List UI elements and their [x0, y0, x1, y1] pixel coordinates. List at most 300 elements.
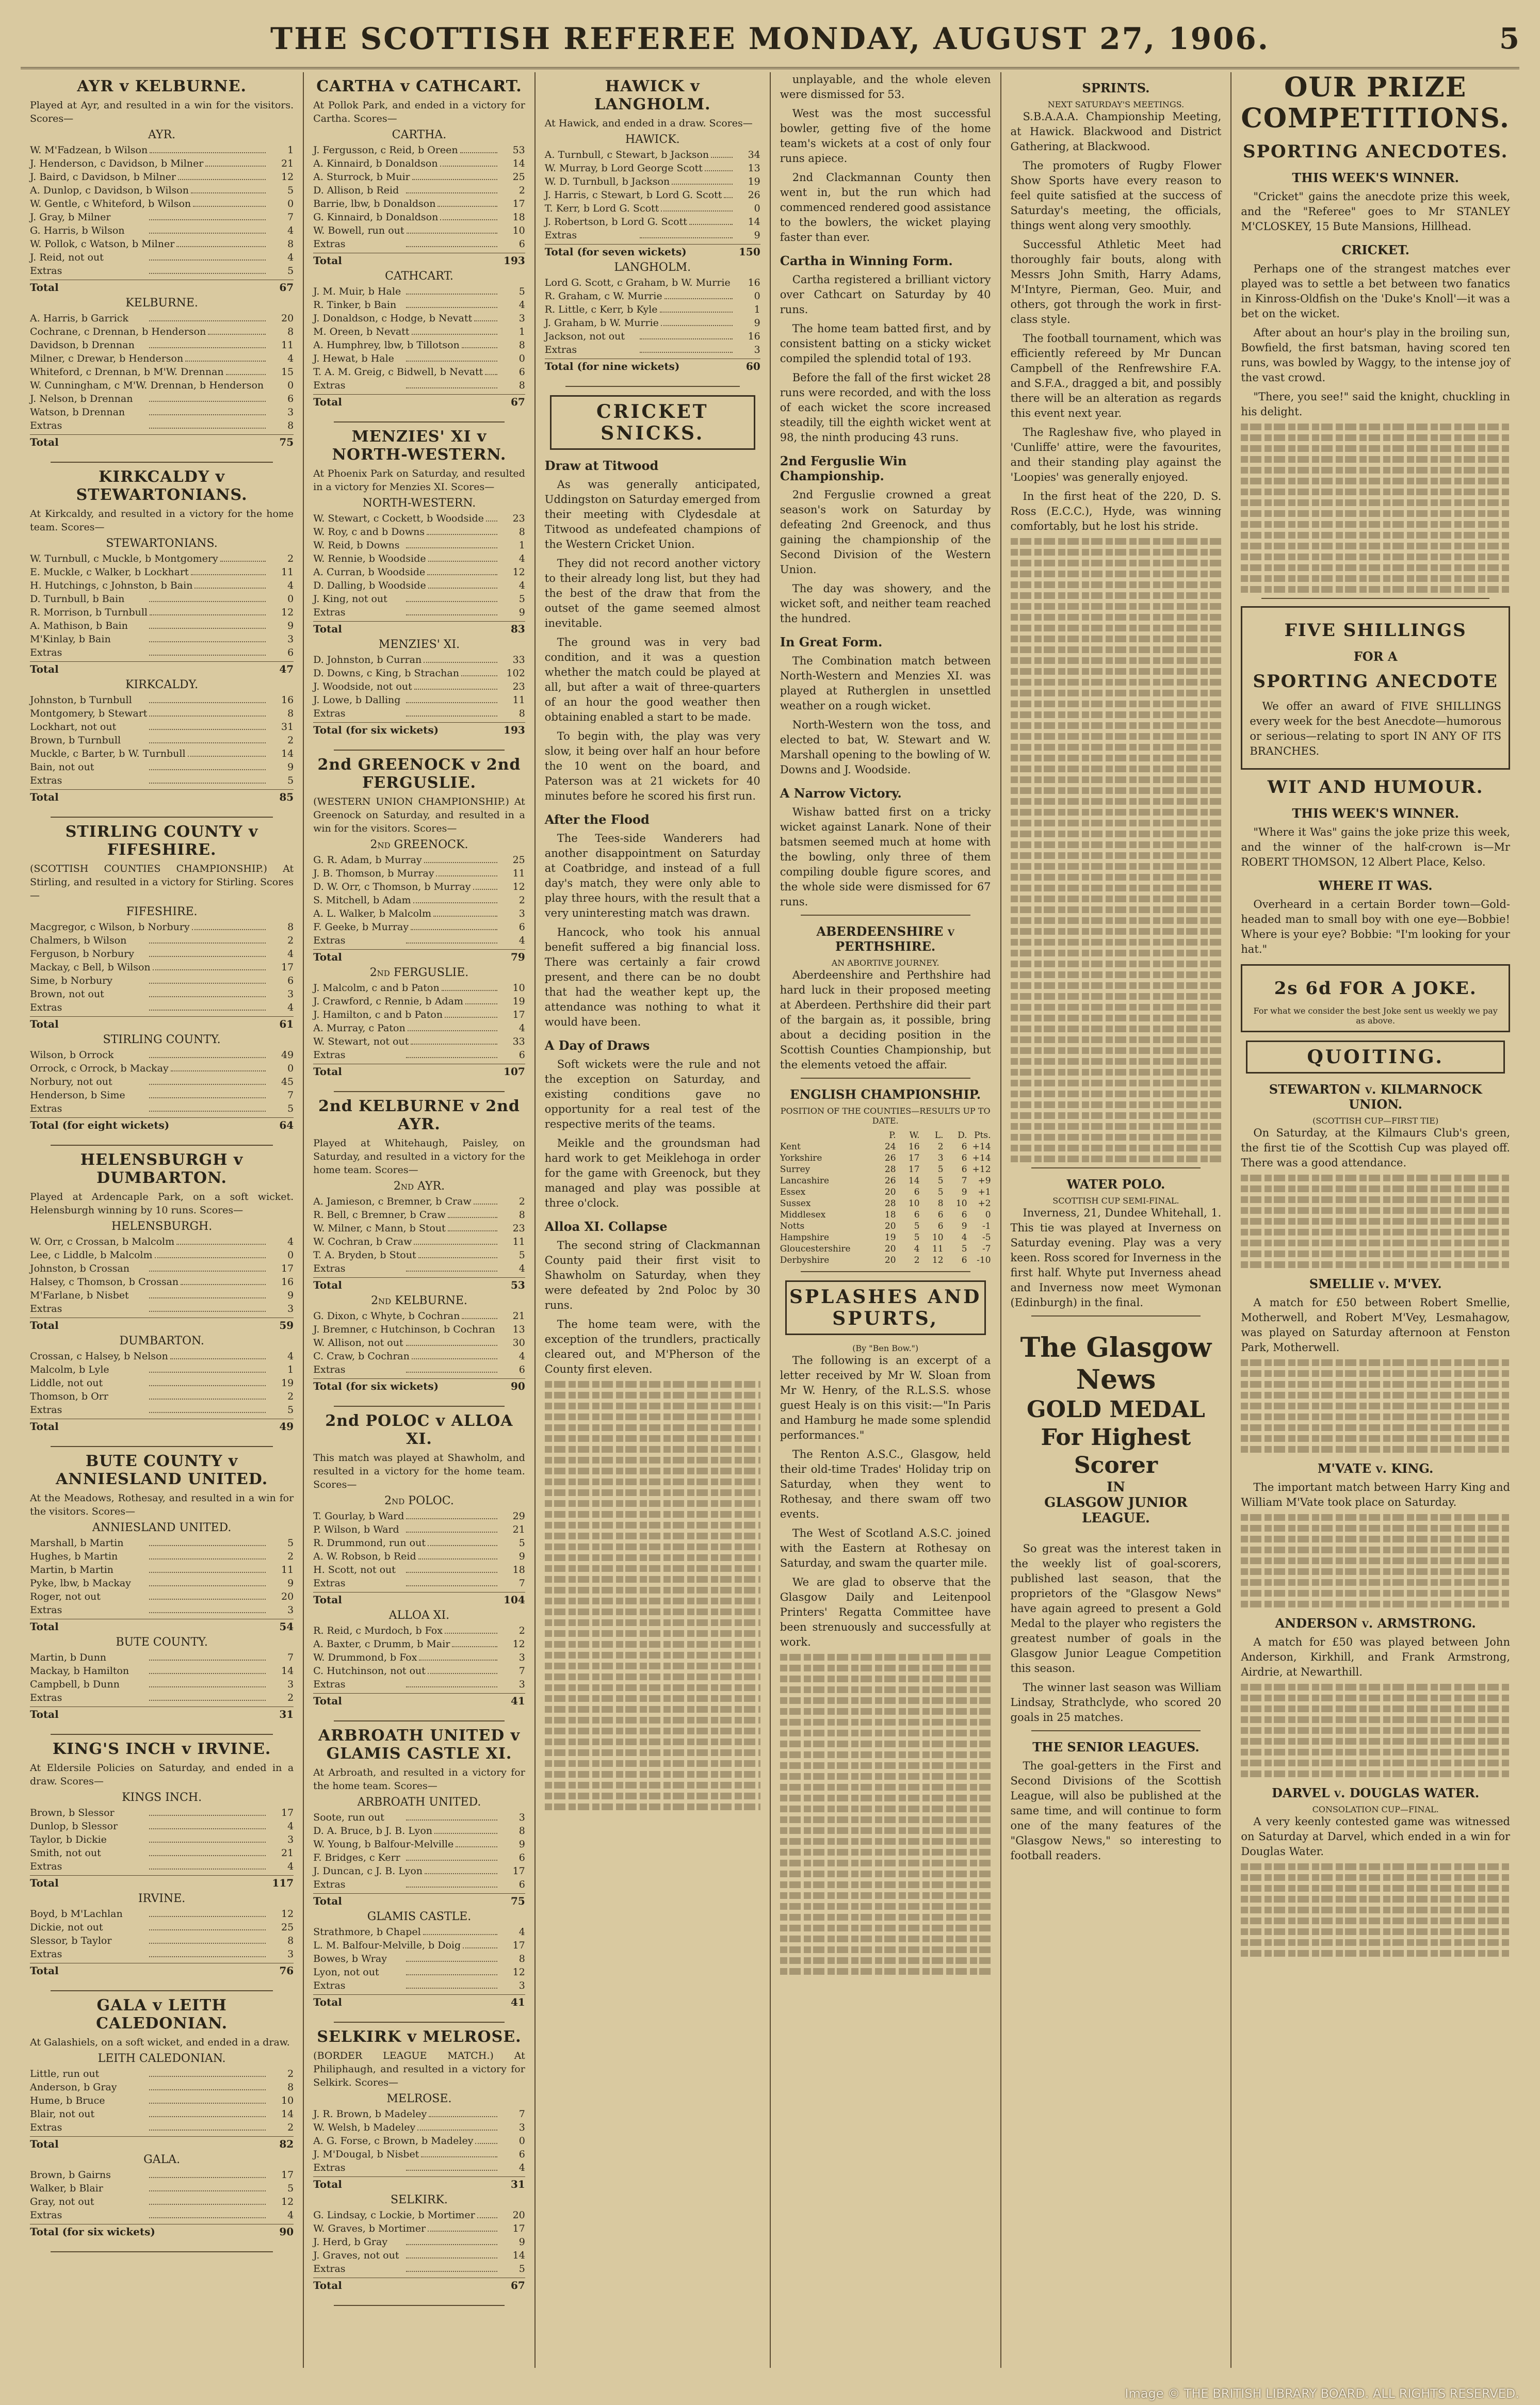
team-total: [30, 789, 294, 803]
batsman-name: D. Allison, b Reid: [313, 185, 399, 196]
column-text-continuation: [1241, 1863, 1510, 1957]
batsman-name: Extras: [30, 1002, 62, 1013]
total-runs: 82: [279, 2138, 294, 2150]
runs: 8: [287, 238, 294, 250]
text-line: [1241, 1525, 1510, 1532]
runs: 33: [512, 1036, 525, 1047]
text-line: [780, 1925, 991, 1931]
match-scorecard: [30, 1151, 294, 1433]
runs: 2: [518, 895, 525, 906]
leader-dots: [428, 1536, 497, 1546]
batting-row: [313, 2148, 525, 2161]
table-cell: 9: [961, 1221, 967, 1231]
table-header-row: [780, 1130, 991, 1141]
batsman-name: J. King, not out: [313, 593, 387, 605]
table-cell: Derbyshire: [780, 1255, 830, 1265]
text-line: [545, 1381, 760, 1388]
runs: 2: [287, 735, 294, 746]
runs: 6: [287, 975, 294, 986]
batsman-name: J. Lowe, b Dalling: [313, 694, 401, 706]
batsman-name: Mackay, b Hamilton: [30, 1665, 129, 1677]
column-text-continuation: [1241, 1359, 1510, 1453]
total-runs: 67: [279, 281, 294, 294]
batting-row: [30, 1577, 294, 1590]
leader-dots: [192, 920, 266, 930]
runs: 3: [287, 1604, 294, 1616]
batting-row: [313, 653, 525, 667]
leader-dots: [440, 157, 497, 167]
text-line: [545, 1695, 760, 1702]
column-2: [304, 72, 536, 2368]
text-line: [1241, 1760, 1510, 1766]
team-name: 2nd KELBURNE.: [371, 1294, 467, 1307]
leader-dots: [672, 175, 732, 185]
table-cell: 26: [884, 1153, 896, 1163]
text-line: [1241, 1381, 1510, 1388]
total-label: Total (for seven wickets): [544, 246, 687, 258]
runs: 8: [287, 326, 294, 337]
quoiting-match-subheading: CONSOLATION CUP—FINAL.: [1312, 1805, 1439, 1814]
total-label: Total: [313, 254, 342, 267]
column-text-continuation: [1241, 1684, 1510, 1777]
batting-row: [313, 1664, 525, 1678]
text-line: [1241, 1896, 1510, 1903]
match-scorecard: [30, 823, 294, 1131]
batting-row: [313, 606, 525, 619]
runs: 0: [754, 203, 760, 214]
leader-dots: [149, 1860, 266, 1870]
batting-row: [313, 1878, 525, 1891]
runs: 16: [748, 331, 760, 342]
text-line: [545, 1457, 760, 1464]
team-total: [313, 2176, 525, 2190]
runs: 14: [512, 2250, 525, 2261]
article-paragraph: Before the fall of the first wicket 28 runs were recorded, and with the loss of each wicket the score increased steadily, till the eighth wicket went at 98, the ninth producing 43 runs.: [780, 371, 991, 444]
text-line: [1241, 1918, 1510, 1924]
text-line: [1241, 1939, 1510, 1946]
leader-dots: [149, 1691, 266, 1701]
runs: 8: [518, 1825, 525, 1837]
leader-dots: [171, 1062, 266, 1071]
text-line: [780, 1676, 991, 1682]
batsman-name: Cochrane, c Drennan, b Henderson: [30, 326, 206, 337]
table-cell: 6: [914, 1210, 920, 1220]
batsman-name: Extras: [544, 344, 577, 355]
leader-dots: [149, 774, 266, 784]
total-label: Total: [313, 396, 342, 408]
leader-dots: [427, 525, 497, 535]
match-title: HAWICK v LANGHOLM.: [594, 77, 711, 113]
batsman-name: W. Murray, b Lord George Scott: [544, 163, 703, 174]
anecdote-heading: CRICKET.: [1341, 242, 1409, 257]
text-line: [1241, 456, 1510, 463]
leader-dots: [463, 1939, 497, 1948]
five-shillings-line: FOR A: [1353, 649, 1398, 664]
batsman-name: Bowes, b Wray: [313, 1953, 387, 1964]
batting-row: [30, 693, 294, 707]
table-cell: 20: [884, 1255, 896, 1265]
text-line: [545, 1565, 760, 1572]
batting-row: [313, 365, 525, 379]
batsman-name: W. Gentle, c Whiteford, b Wilson: [30, 198, 191, 209]
leader-dots: [412, 1350, 497, 1359]
team-total: [30, 434, 294, 448]
total-label: Total: [313, 1996, 342, 2008]
article-paragraph: The important match between Harry King and William M'Vate took place on Saturday.: [1241, 1481, 1510, 1508]
batsman-name: Dickie, not out: [30, 1922, 103, 1933]
leader-dots: [406, 1336, 497, 1346]
total-label: Total: [313, 1695, 342, 1707]
runs: 7: [518, 1578, 525, 1589]
column-text-continuation: [780, 1654, 991, 1975]
runs: 19: [281, 1377, 294, 1389]
batting-row: [30, 760, 294, 774]
text-line: [1241, 1885, 1510, 1892]
leader-dots: [149, 224, 266, 234]
batting-row: [30, 1102, 294, 1115]
divider-rule: [334, 2022, 505, 2023]
five-shillings-box: [1241, 606, 1510, 770]
batsman-name: Brown, b Gairns: [30, 2169, 111, 2181]
leader-dots: [191, 565, 266, 575]
leader-dots: [149, 1846, 266, 1856]
table-cell: 5: [914, 1232, 920, 1243]
batting-row: [30, 934, 294, 947]
runs: 102: [506, 668, 525, 679]
leader-dots: [437, 197, 497, 207]
team-total: [313, 1378, 525, 1392]
article-paragraph: They did not record another victory to their already long list, but they had the best of the draw that from the outset of the game seemed almost inevitable.: [544, 557, 760, 629]
text-line: [545, 1522, 760, 1529]
text-line: [780, 1773, 991, 1780]
runs: 4: [518, 1926, 525, 1938]
batting-row: [30, 1062, 294, 1075]
runs: 15: [281, 366, 294, 378]
leader-dots: [640, 229, 733, 238]
batsman-name: Extras: [30, 1692, 62, 1703]
runs: 14: [281, 748, 294, 759]
leader-dots: [448, 1208, 497, 1218]
batsman-name: Barrie, lbw, b Donaldson: [313, 198, 436, 209]
runs: 6: [518, 1852, 525, 1863]
runs: 2: [287, 553, 294, 564]
runs: 5: [287, 1537, 294, 1549]
leader-dots: [149, 1075, 266, 1085]
text-line: [1011, 646, 1222, 653]
batting-row: [30, 2107, 294, 2121]
leader-dots: [178, 170, 266, 180]
runs: 3: [518, 908, 525, 919]
match-scorecard: [30, 77, 294, 448]
table-cell: 6: [961, 1210, 967, 1220]
leader-dots: [406, 1363, 497, 1373]
runs: 23: [512, 1223, 525, 1234]
text-line: [1241, 478, 1510, 484]
batting-row: [313, 2107, 525, 2121]
table-cell: 6: [961, 1142, 967, 1152]
text-line: [1011, 755, 1222, 761]
batsman-name: R. Drummond, run out: [313, 1537, 426, 1549]
runs: 4: [287, 948, 294, 960]
batting-row: [313, 352, 525, 365]
batsman-name: Lockhart, not out: [30, 721, 117, 733]
runs: 8: [518, 380, 525, 391]
team-name: SELKIRK.: [391, 2193, 448, 2206]
column-1: [21, 72, 304, 2368]
runs: 6: [518, 1364, 525, 1375]
winner-heading: THIS WEEK'S WINNER.: [1292, 170, 1459, 185]
advert-line: The Glasgow News: [1020, 1332, 1212, 1395]
runs: 20: [512, 2209, 525, 2221]
batting-row: [30, 1048, 294, 1062]
batting-row: [30, 2081, 294, 2094]
runs: 16: [748, 277, 760, 288]
text-line: [545, 1771, 760, 1778]
five-shillings-line: FIVE SHILLINGS: [1284, 620, 1467, 641]
runs: 17: [281, 1807, 294, 1818]
batsman-name: J. Graves, not out: [313, 2250, 399, 2261]
text-line: [780, 1730, 991, 1736]
batting-row: [30, 264, 294, 278]
leader-dots: [155, 1248, 266, 1258]
batting-row: [30, 632, 294, 646]
leader-dots: [462, 338, 497, 348]
runs: 12: [281, 2196, 294, 2207]
joke-text: Overheard in a certain Border town—Gold-headed man to small boy with one eye—Bobbie! Where is your eye? Bobbie: "I'm looking for your hat.": [1241, 898, 1510, 955]
article-paragraph: The promoters of Rugby Flower Show Sports have every reason to feel quite satisfied at the success of Saturday's meeting, the officials, things went along very smoothly.: [1010, 159, 1222, 232]
batsman-name: W. D. Turnbull, b Jackson: [544, 176, 670, 187]
runs: 1: [518, 540, 525, 551]
text-line: [780, 1860, 991, 1866]
batting-row: [313, 1965, 525, 1979]
text-line: [1011, 668, 1222, 675]
table-cell: 6: [961, 1255, 967, 1265]
batsman-name: A. Jamieson, c Bremner, b Craw: [313, 1196, 472, 1207]
match-title: MENZIES' XI v NORTH-WESTERN.: [332, 428, 507, 464]
leader-dots: [456, 1838, 497, 1847]
leader-dots: [176, 237, 266, 247]
batting-row: [30, 947, 294, 961]
leader-dots: [406, 184, 497, 193]
leader-dots: [149, 1947, 266, 1957]
batting-row: [30, 2208, 294, 2222]
leader-dots: [149, 2081, 266, 2090]
table-cell: 24: [884, 1142, 896, 1152]
batsman-name: Extras: [544, 230, 577, 241]
runs: 3: [287, 633, 294, 645]
batsman-name: T. A. M. Greig, c Bidwell, b Nevatt: [313, 366, 483, 378]
batsman-name: Extras: [30, 1604, 62, 1616]
batting-row: [313, 1563, 525, 1577]
runs: 17: [281, 2169, 294, 2181]
table-cell: 10: [908, 1198, 920, 1209]
table-header-cell: Pts.: [974, 1130, 991, 1141]
total-runs: 79: [510, 951, 525, 963]
batsman-name: Extras: [30, 265, 62, 277]
runs: 29: [512, 1510, 525, 1522]
batting-row: [313, 579, 525, 592]
batting-row: [313, 512, 525, 525]
match-scorecard: [313, 756, 525, 1078]
match-title: ARBROATH UNITED v GLAMIS CASTLE XI.: [318, 1727, 521, 1763]
total-label: Total (for eight wickets): [30, 1119, 170, 1131]
leader-dots: [474, 312, 497, 321]
text-line: [1241, 1590, 1510, 1597]
table-row: [780, 1243, 991, 1255]
winner-heading: THIS WEEK'S WINNER.: [1292, 806, 1459, 821]
runs: 4: [287, 1861, 294, 1872]
batting-row: [545, 148, 760, 161]
leader-dots: [440, 210, 497, 220]
batsman-name: W. Milner, c Mann, b Stout: [313, 1223, 446, 1234]
batting-row: [313, 2161, 525, 2174]
text-line: [545, 1782, 760, 1789]
table-row: [780, 1221, 991, 1232]
batting-row: [313, 2262, 525, 2276]
batsman-name: Walker, b Blair: [30, 2183, 103, 2194]
runs: 18: [512, 1564, 525, 1575]
advert-line: GOLD MEDAL: [1027, 1396, 1205, 1423]
article-heading: After the Flood: [544, 812, 650, 827]
text-line: [1241, 1749, 1510, 1756]
text-line: [780, 1957, 991, 1964]
leader-dots: [414, 1235, 497, 1245]
batsman-name: W. M'Fadzean, b Wilson: [30, 144, 148, 156]
article-paragraph: The home team were, with the exception of the trundlers, practically cleared out, and M'Pherson of the County first eleven.: [544, 1318, 760, 1375]
runs: 4: [518, 1022, 525, 1034]
total-label: Total: [30, 791, 59, 803]
leader-dots: [406, 592, 497, 602]
runs: 8: [518, 1953, 525, 1964]
batsman-name: Extras: [30, 1861, 62, 1872]
text-line: [1241, 1579, 1510, 1586]
divider-rule: [1031, 1315, 1201, 1317]
runs: 12: [281, 171, 294, 183]
winner-text: "Where it Was" gains the joke prize this week, and the winner of the half-crown is—Mr ROBERT THOMSON, 12 Albert Place, Kelso.: [1241, 826, 1510, 868]
text-line: [1011, 874, 1222, 881]
total-runs: 61: [279, 1018, 294, 1030]
advert-line: For Highest Scorer: [1041, 1424, 1191, 1478]
total-runs: 47: [279, 663, 294, 675]
leader-dots: [424, 853, 497, 863]
team-name: BUTE COUNTY.: [116, 1636, 208, 1649]
batsman-name: W. Drummond, b Fox: [313, 1652, 417, 1663]
text-line: [1241, 1716, 1510, 1723]
leader-dots: [149, 734, 266, 743]
leader-dots: [486, 512, 497, 522]
leader-dots: [149, 1102, 266, 1112]
runs: 3: [754, 344, 760, 355]
article-paragraph: 2nd Clackmannan County then went in, but the run which had commenced rendered good assistance to the bowlers, the wicket playing faster than ever.: [780, 171, 991, 243]
runs: 2: [518, 185, 525, 196]
batting-row: [313, 224, 525, 237]
batting-row: [313, 1624, 525, 1637]
batting-row: [30, 1846, 294, 1860]
batsman-name: Smith, not out: [30, 1847, 101, 1859]
batting-row: [30, 170, 294, 184]
batting-row: [30, 747, 294, 760]
batsman-name: T. Kerr, b Lord G. Scott: [544, 203, 659, 214]
runs: 12: [281, 1908, 294, 1920]
leader-dots: [176, 1235, 266, 1245]
batting-row: [30, 720, 294, 734]
leader-dots: [220, 552, 266, 562]
table-cell: 5: [961, 1244, 967, 1254]
text-line: [545, 1598, 760, 1604]
runs: 3: [287, 1679, 294, 1690]
team-name: NORTH-WESTERN.: [362, 497, 476, 510]
article-paragraph: The football tournament, which was efficiently refereed by Mr Duncan Campbell of the Renfrewshire F.A. and S.F.A., dragged a bit, and possibly there will be an alteration as regards this event next year.: [1010, 332, 1222, 419]
gold-medal-advert: [1011, 1332, 1222, 1526]
winner-text: "Cricket" gains the anecdote prize this week, and the "Referee" goes to Mr STANLEY M'CLOSKEY, 15 Bute Mansions, Hillhead.: [1241, 190, 1510, 233]
table-cell: 6: [937, 1210, 944, 1220]
leader-dots: [170, 1350, 266, 1359]
batsman-name: Extras: [313, 1049, 346, 1061]
leader-dots: [149, 1664, 266, 1674]
text-line: [1241, 499, 1510, 506]
table-cell: 5: [937, 1164, 944, 1175]
text-line: [545, 1793, 760, 1799]
article-heading: Cartha in Winning Form.: [780, 253, 953, 268]
text-line: [780, 1816, 991, 1823]
batsman-name: Little, run out: [30, 2068, 100, 2079]
total-label: Total: [313, 951, 342, 963]
batsman-name: Bain, not out: [30, 761, 94, 773]
team-total: [313, 1277, 525, 1291]
batting-row: [30, 379, 294, 392]
leader-dots: [411, 920, 497, 930]
total-runs: 90: [510, 1380, 525, 1392]
text-line: [545, 1663, 760, 1669]
leader-dots: [149, 1590, 266, 1600]
leader-dots: [664, 289, 733, 299]
team-total: [545, 244, 760, 258]
team-name: FIFESHIRE.: [126, 905, 198, 918]
batsman-name: W. Roy, c and b Downs: [313, 526, 425, 538]
batsman-name: J. Woodside, not out: [313, 681, 412, 692]
batting-row: [30, 961, 294, 974]
batsman-name: G. R. Adam, b Murray: [313, 854, 422, 866]
section-subheading: SCOTTISH CUP SEMI-FINAL.: [1052, 1196, 1179, 1206]
match-scorecard: [313, 1727, 525, 2008]
leader-dots: [406, 237, 497, 247]
leader-dots: [640, 330, 733, 339]
leader-dots: [149, 1651, 266, 1661]
leader-dots: [452, 1637, 497, 1647]
newspaper-title: THE SCOTTISH REFEREE MONDAY, AUGUST 27, 1906.: [270, 21, 1270, 56]
batting-row: [313, 1979, 525, 1992]
batting-row: [313, 1824, 525, 1838]
table-cell: 17: [908, 1153, 920, 1163]
match-title: STIRLING COUNTY v FIFESHIRE.: [65, 823, 258, 859]
text-line: [1241, 543, 1510, 549]
team-total: [30, 2224, 294, 2238]
text-line: [1011, 971, 1222, 978]
article-paragraph: A match for £50 between Robert Smellie, Motherwell, and Robert M'Vey, Lesmahagow, was played on Saturday afternoon at Fenston Park, Motherwell.: [1241, 1296, 1510, 1354]
total-runs: 90: [279, 2225, 294, 2238]
text-line: [1011, 592, 1222, 599]
match-note: At Eldersile Policies on Saturday, and ended in a draw. Scores—: [30, 1762, 294, 1787]
leader-dots: [442, 981, 497, 991]
batting-row: [30, 646, 294, 659]
match-note: At Kirkcaldy, and resulted in a victory for the home team. Scores—: [30, 508, 294, 533]
table-cell: 11: [932, 1244, 944, 1254]
batsman-name: W. Cochran, b Craw: [313, 1236, 412, 1247]
leader-dots: [445, 1624, 497, 1634]
batting-row: [313, 1195, 525, 1208]
batsman-name: Extras: [30, 2122, 62, 2133]
batsman-name: Extras: [313, 1679, 346, 1690]
